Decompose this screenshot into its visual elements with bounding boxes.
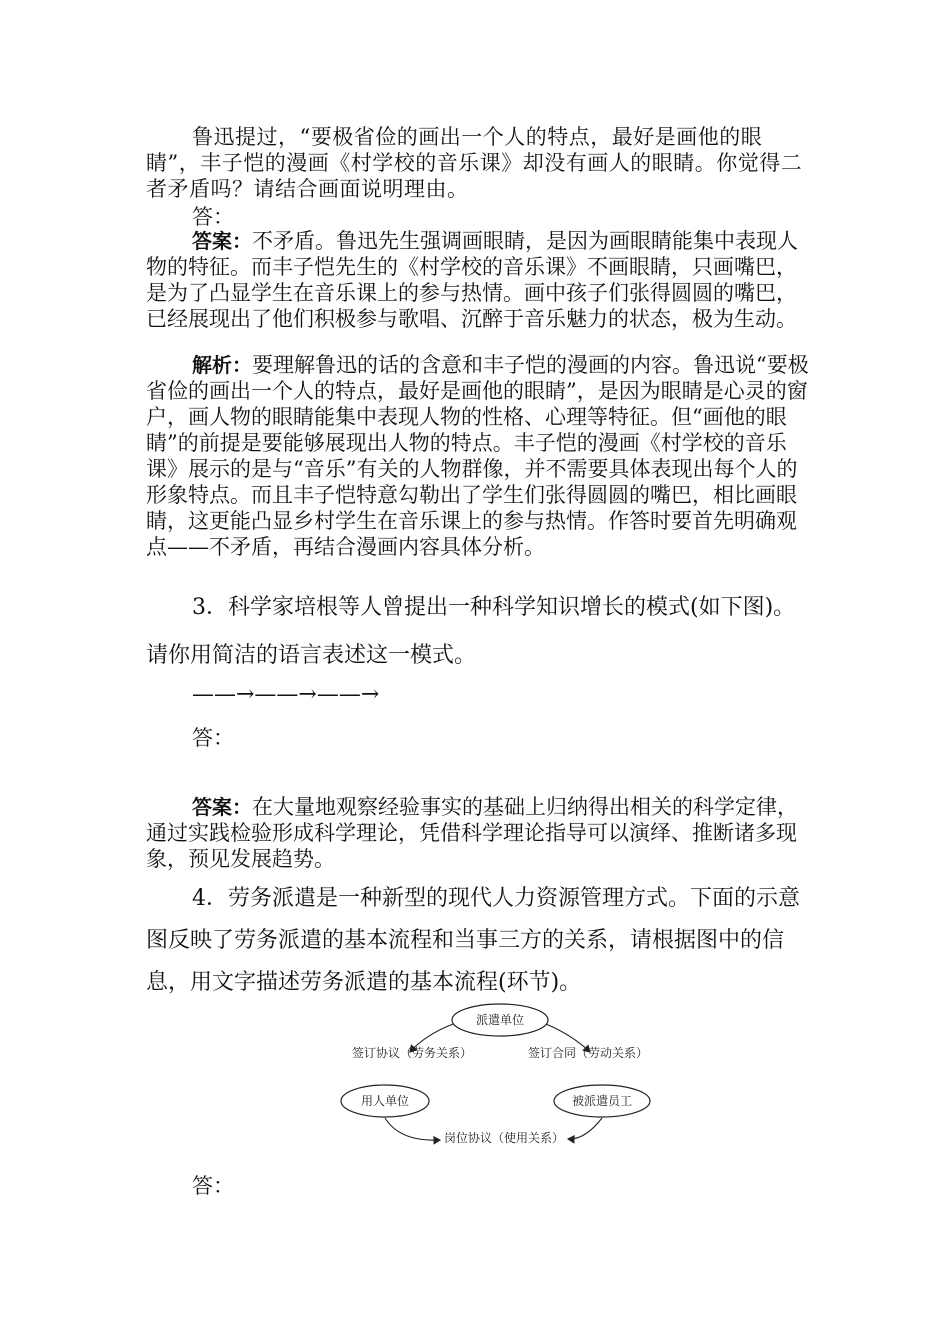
node-dispatch-unit-label: 派遣单位 xyxy=(475,1013,525,1027)
question-2-text: 鲁迅提过，“要极省俭的画出一个人的特点，最好是画他的眼睛”，丰子恺的漫画《村学校的音乐课》却没有画人的眼睛。你觉得二者矛盾吗？请结合画面说明理由。 xyxy=(146,125,803,201)
edge-bottom-right xyxy=(568,1118,602,1139)
question-4-text: 4．劳务派遣是一种新型的现代人力资源管理方式。下面的示意图反映了劳务派遣的基本流程和当事三方的关系，请根据图中的信息，用文字描述劳务派遣的基本流程(环节)。 xyxy=(146,886,800,995)
edge-right-label: 签订合同（劳动关系） xyxy=(527,1046,649,1060)
labor-dispatch-diagram xyxy=(340,1000,680,1152)
answer-label: 答案： xyxy=(192,229,252,253)
analysis-label: 解析： xyxy=(192,353,252,377)
answer-2 xyxy=(146,228,812,332)
edge-bottom-label: 岗位协议（使用关系） xyxy=(443,1131,565,1145)
answer-label: 答案： xyxy=(192,795,252,819)
analysis-2 xyxy=(146,352,812,560)
edge-left-label: 签订协议（劳务关系） xyxy=(351,1046,473,1060)
node-dispatched-employee-label: 被派遣员工 xyxy=(571,1094,633,1108)
answer-text: 在大量地观察经验事实的基础上归纳得出相关的科学定律，通过实践检验形成科学理论，凭借科学理论指导可以演绎、推断诸多现象，预见发展趋势。 xyxy=(146,795,798,871)
question-3-text: 3．科学家培根等人曾提出一种科学知识增长的模式(如下图)。请你用简洁的语言表述这一模式。 xyxy=(146,595,796,668)
answer-3 xyxy=(146,794,812,872)
answer-text: 不矛盾。鲁迅先生强调画眼睛，是因为画眼睛能集中表现人物的特征。而丰子恺先生的《村学校的音乐课》不画眼睛，只画嘴巴，是为了凸显学生在音乐课上的参与热情。画中孩子们张得圆圆的嘴巴，已经展现出了他们积极参与歌唱、沉醉于音乐魅力的状态，极为生动。 xyxy=(146,229,798,331)
answer-prompt-2: 答： xyxy=(192,205,234,229)
answer-prompt-4: 答： xyxy=(192,1174,234,1198)
node-employer-label: 用人单位 xyxy=(360,1094,410,1108)
knowledge-growth-arrows: ——→——→——→ xyxy=(192,682,380,707)
answer-prompt-3: 答： xyxy=(192,726,234,750)
edge-bottom-left xyxy=(385,1118,440,1140)
analysis-text: 要理解鲁迅的话的含意和丰子恺的漫画的内容。鲁迅说“要极省俭的画出一个人的特点，最好是画他的眼睛”，是因为眼睛是心灵的窗户，画人物的眼睛能集中表现人物的性格、心理等特征。但“画他的眼睛”的前提是要能够展现出人物的特点。丰子恺的漫画《村学校的音乐课》展示的是与“音乐”有关的人物群像，并不需要具体表现出每个人的形象特点。而且丰子恺特意勾勒出了学生们张得圆圆的嘴巴，相比画眼睛，这更能凸显乡村学生在音乐课上的参与热情。作答时要首先明确观点——不矛盾，再结合漫画内容具体分析。 xyxy=(146,353,809,559)
